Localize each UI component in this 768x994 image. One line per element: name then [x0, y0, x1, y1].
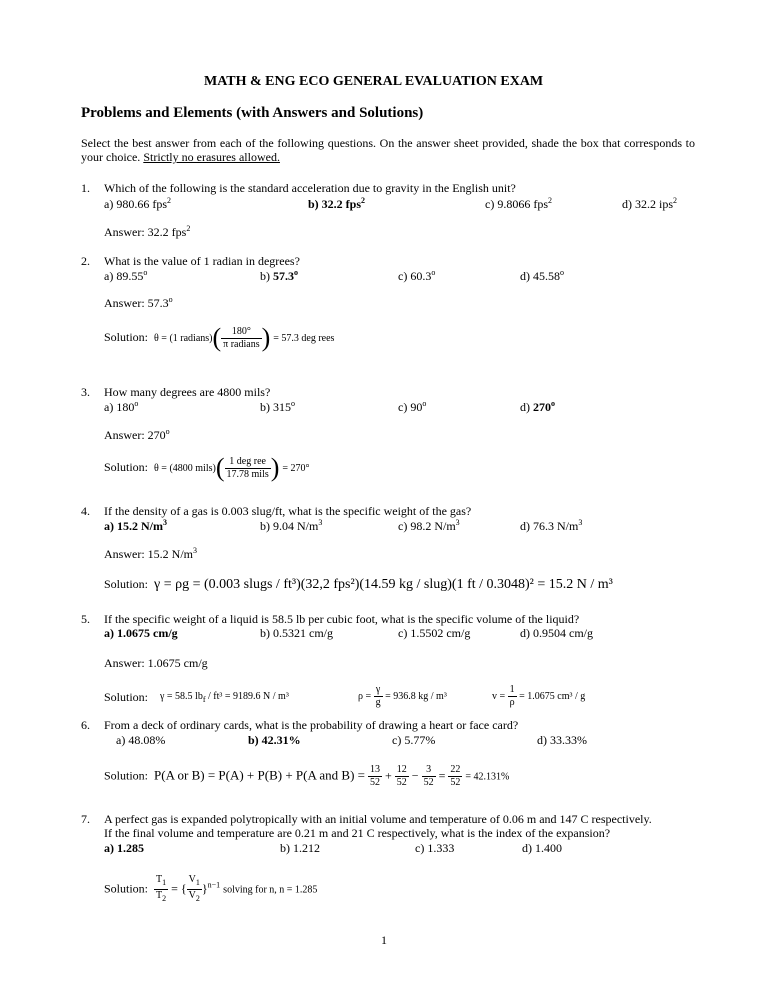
question-text: What is the value of 1 radian in degrees?: [104, 254, 300, 268]
choice-d-correct: d) 270$^o$: [520, 399, 555, 414]
section-subtitle: Problems and Elements (with Answers and Solutions): [81, 105, 424, 121]
question-text: Which of the following is the standard acceleration due to gravity in the English unit?: [104, 181, 516, 195]
answer: Answer: 1.0675 cm/g: [104, 656, 208, 670]
choice-a: a) 180$^o$: [104, 399, 139, 414]
choice-b-correct: b) 57.3$^o$: [260, 268, 298, 283]
instructions-text: Select the best answer from each of the following questions. On the answer sheet provided, shade the box that corresponds to your choice.: [81, 136, 695, 164]
choice-a: a) 48.08%: [116, 733, 166, 747]
question-number: 1.: [81, 181, 90, 195]
choice-b: b) 9.04 $N/m^3$: [260, 518, 323, 533]
solution: Solution: θ = (4800 mils)( $\frac{\text{1 deg ree}}{\text{17.78 mils}}$ ) = 270°: [104, 453, 310, 482]
solution-specific-volume: v = $\frac{1}{\rho}$ = 1.0675 cm³ / g: [492, 684, 586, 708]
choice-d: d) 45.58$^o$: [520, 268, 564, 283]
choice-b: b) 0.5321 cm/g: [260, 626, 333, 640]
choice-a-correct: a) 15.2 $N/m^3$: [104, 518, 167, 533]
solution: Solution: $\frac{T_1}{T_2}$ = { $\frac{V_1}{V_2}$ }$^{n-1}$ solving for n, n = 1.285: [104, 874, 318, 903]
fraction: $\frac{180^\circ}{\text{π radians}}$: [223, 325, 260, 350]
question-number: 5.: [81, 612, 90, 626]
choice-a-correct: a) 1.0675 cm/g: [104, 626, 178, 640]
choice-d: d) 0.9504 cm/g: [520, 626, 593, 640]
fraction: $\frac{\text{1 deg ree}}{\text{17.78 mils}}$: [226, 455, 269, 480]
choice-c: c) 90$^o$: [398, 399, 427, 414]
question-number: 6.: [81, 718, 90, 732]
choice-c: c) 98.2 $N/m^3$: [398, 518, 460, 533]
fraction: $\frac{13}{52}$: [370, 764, 380, 788]
question-text-continued: If the final volume and temperature are 0.21 m and 21 C respectively, what is the index of the expansion?: [104, 826, 611, 840]
answer: Answer: 32.2 fps$^2$: [104, 224, 191, 239]
choice-c: c) 1.5502 cm/g: [398, 626, 471, 640]
question-text: How many degrees are 4800 mils?: [104, 385, 271, 399]
solution-specific-weight: γ = 58.5 $lb_f / ft^3 = 9189.6$ N / m³: [160, 691, 289, 704]
solution: Solution: θ = (1 radians)( $\frac{180^\circ}{\text{π radians}}$ ) = 57.3 deg rees: [104, 323, 335, 352]
solution-density: ρ = $\frac{\gamma}{g}$ = 936.8 kg / m³: [358, 684, 447, 708]
choice-c: c) 60.3$^o$: [398, 268, 436, 283]
choice-a: a) 980.66 fps$^2$: [104, 196, 171, 211]
page-number: 1: [381, 933, 387, 947]
choice-b-correct: b) 42.31%: [248, 733, 301, 747]
question-text: From a deck of ordinary cards, what is the probability of drawing a heart or face card?: [104, 718, 519, 732]
choice-a-correct: a) 1.285: [104, 841, 144, 855]
solution-label: Solution:: [104, 690, 149, 704]
choice-d: d) 76.3 $N/m^3$: [520, 518, 583, 533]
question-text: A perfect gas is expanded polytropically with an initial volume and temperature of 0.06 m and 147 C respectively.: [104, 812, 652, 826]
instructions: [81, 136, 695, 164]
question-number: 7.: [81, 812, 90, 826]
fraction: $\frac{V_1}{V_2}$: [188, 874, 200, 903]
fraction: $\frac{12}{52}$: [396, 764, 407, 788]
solution: Solution: P(A or B) = P(A) + P(B) + P(A and B) = $\frac{13}{52}$ + $\frac{12}{52}$ − $\frac{3}{52}$ = $\frac{22}{52}$ = 42.131%: [104, 764, 510, 788]
choice-b: b) 1.212: [280, 841, 320, 855]
choice-c: c) 5.77%: [392, 733, 436, 747]
solution: Solution: γ = ρg = (0.003 slugs / ft³)(32,2 fps²)(14.59 kg / slug)(1 ft / 0.3048)² = 15.2 N / m³: [104, 577, 613, 592]
question-number: 2.: [81, 254, 90, 268]
fraction: $\frac{22}{52}$: [450, 764, 461, 788]
answer: Answer: 270$^o$: [104, 427, 170, 442]
choice-a: a) 89.55$^o$: [104, 268, 148, 283]
page-title: MATH & ENG ECO GENERAL EVALUATION EXAM: [204, 74, 544, 89]
answer: Answer: 57.3$^o$: [104, 295, 173, 310]
choice-c: c) 9.8066 fps$^2$: [485, 196, 552, 211]
instructions-emphasis: Strictly no erasures allowed.: [143, 150, 280, 164]
fraction: $\frac{1}{\rho}$: [509, 684, 515, 708]
fraction: $\frac{3}{52}$: [423, 764, 434, 788]
question-text: If the density of a gas is 0.003 slug/ft, what is the specific weight of the gas?: [104, 504, 472, 518]
choice-d: d) 1.400: [522, 841, 562, 855]
answer: Answer: 15.2 $N/m^3$: [104, 546, 197, 561]
question-number: 4.: [81, 504, 90, 518]
fraction: $\frac{T_1}{T_2}$: [156, 874, 167, 903]
choice-b-correct: b) 32.2 fps$^2$: [308, 196, 366, 211]
choice-d: d) 32.2 ips$^2$: [622, 196, 677, 211]
choice-b: b) 315$^o$: [260, 399, 295, 414]
question-text: If the specific weight of a liquid is 58.5 lb per cubic foot, what is the specific volume of the liquid?: [104, 612, 580, 626]
question-number: 3.: [81, 385, 90, 399]
fraction: $\frac{\gamma}{g}$: [375, 684, 381, 708]
choice-c: c) 1.333: [415, 841, 455, 855]
choice-d: d) 33.33%: [537, 733, 587, 747]
